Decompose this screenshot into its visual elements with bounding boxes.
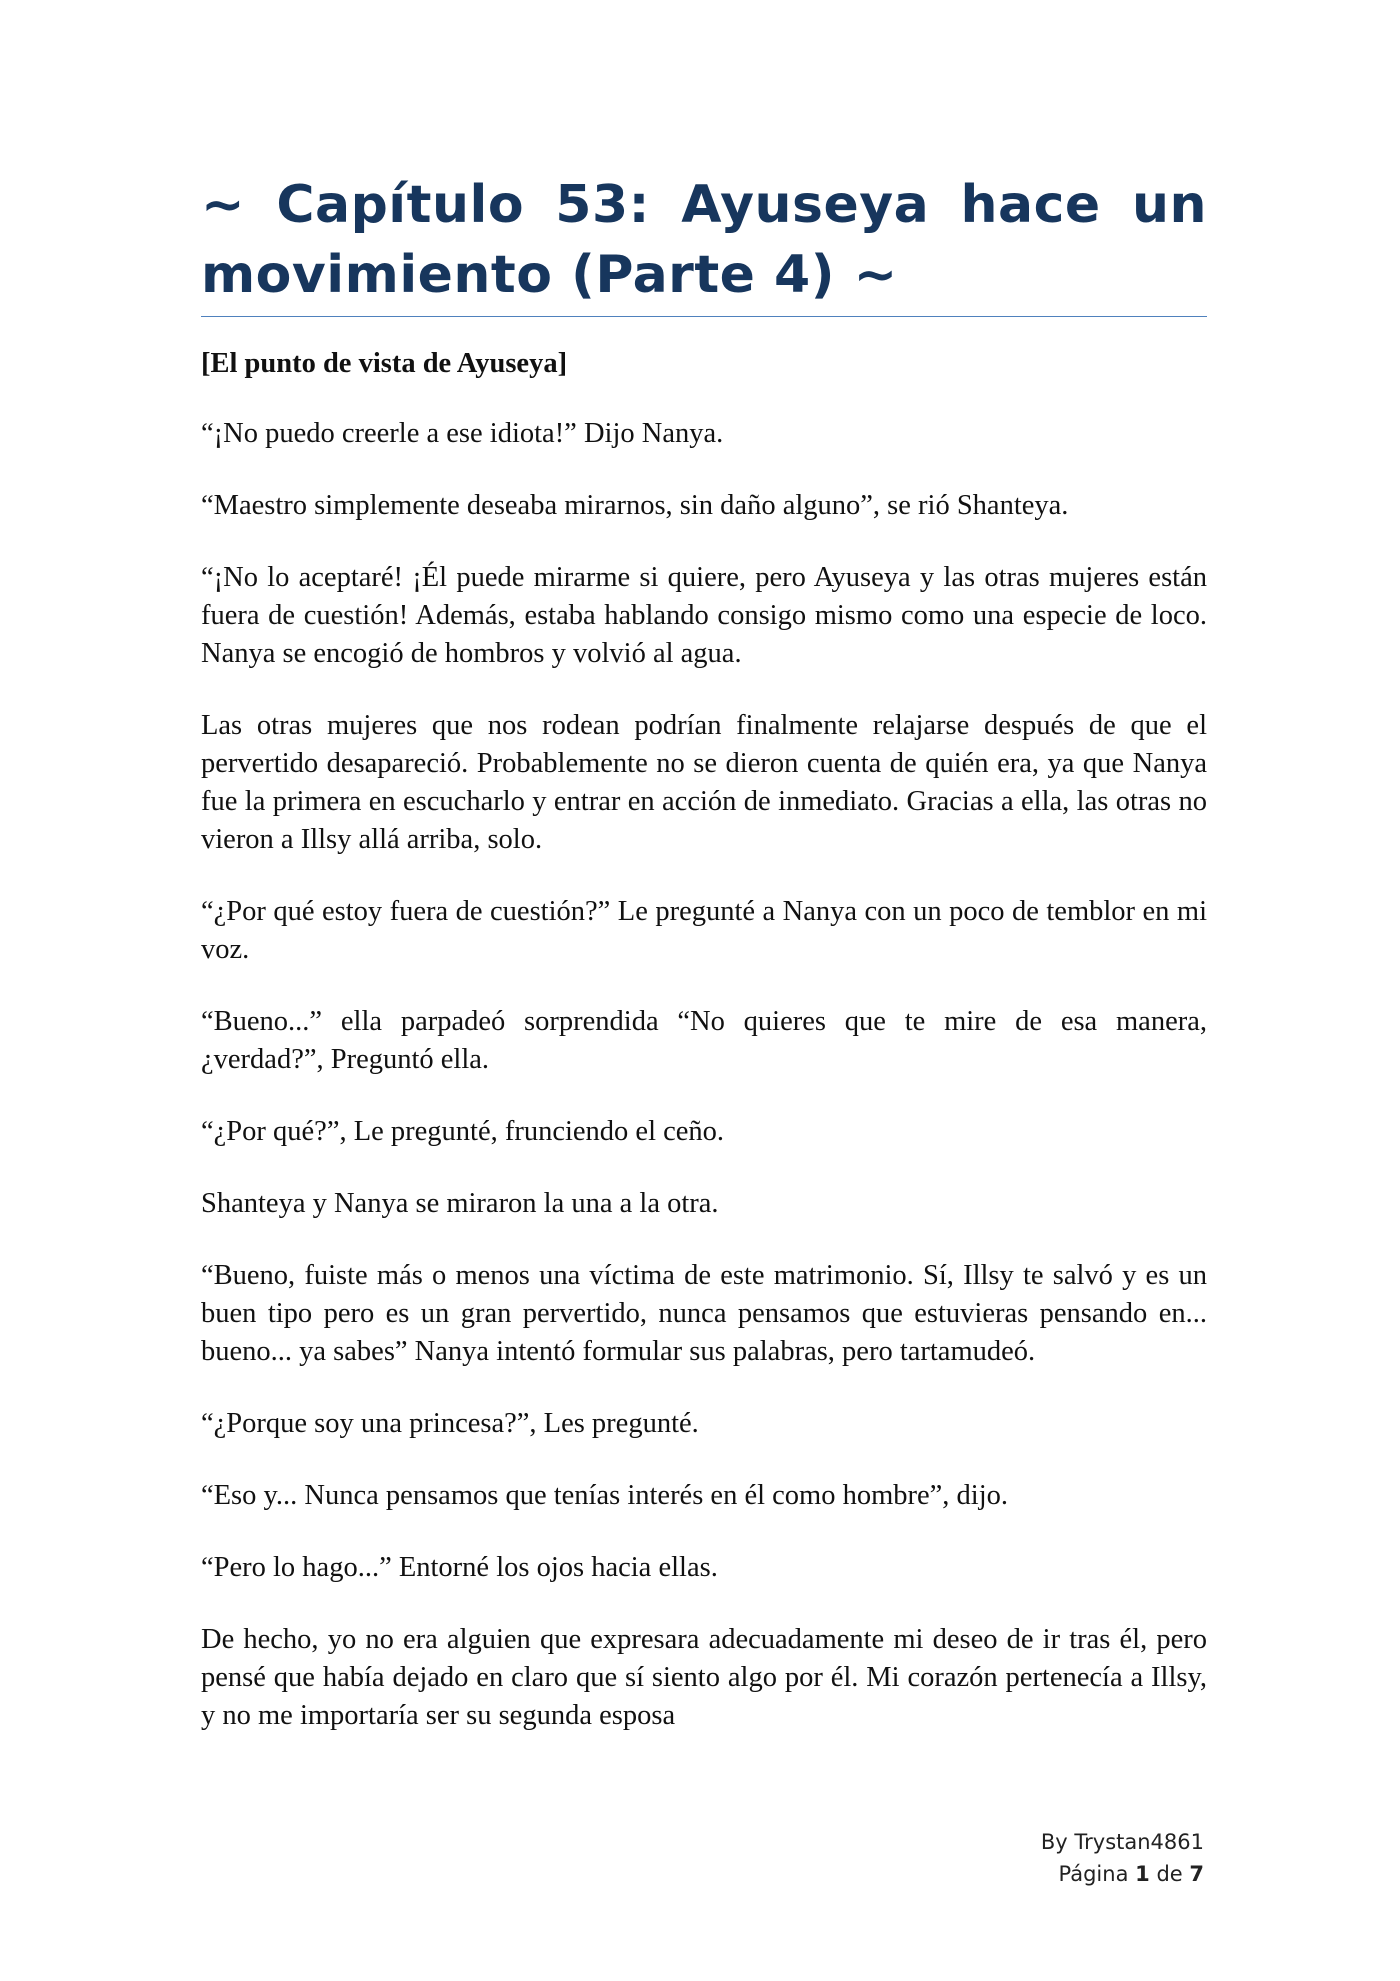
- paragraph: De hecho, yo no era alguien que expresara adecuadamente mi deseo de ir tras él, pero pensé que había dejado en claro que sí siento algo por él. Mi corazón pertenecía a Illsy, y no me importaría ser su segunda esposa: [201, 1624, 1207, 1731]
- paragraph: Shanteya y Nanya se miraron la una a la otra.: [201, 1188, 719, 1219]
- footer-author: By Trystan4861: [1040, 1830, 1204, 1854]
- footer-page-label: Página: [1058, 1862, 1129, 1886]
- chapter-title: ~ Capítulo 53: Ayuseya hace un movimiento (Parte 4) ~: [201, 170, 1207, 317]
- paragraph: “Maestro simplemente deseaba mirarnos, sin daño alguno”, se rió Shanteya.: [201, 490, 1069, 521]
- footer-page-number: 1: [1135, 1862, 1150, 1886]
- paragraph: “¡No puedo creerle a ese idiota!” Dijo Nanya.: [201, 418, 724, 449]
- footer-page-indicator: [1041, 1858, 1204, 1890]
- paragraph: “Bueno, fuiste más o menos una víctima de este matrimonio. Sí, Illsy te salvó y es un buen tipo pero es un gran pervertido, nunca pensamos que estuvieras pensando en... bueno... ya sabes” Nanya intentó formular sus palabras, pero tartamudeó.: [201, 1260, 1207, 1367]
- paragraph: “¿Porque soy una princesa?”, Les pregunté.: [201, 1408, 699, 1439]
- paragraph: “Eso y... Nunca pensamos que tenías interés en él como hombre”, dijo.: [201, 1480, 1009, 1511]
- body-paragraphs: [201, 415, 1207, 1735]
- paragraph: “Pero lo hago...” Entorné los ojos hacia ellas.: [201, 1552, 718, 1583]
- footer-page-total: 7: [1189, 1862, 1204, 1886]
- page-content: [201, 170, 1207, 1735]
- paragraph: Las otras mujeres que nos rodean podrían finalmente relajarse después de que el pervertido desapareció. Probablemente no se dieron cuenta de quién era, ya que Nanya fue la primera en escucharlo y entrar en acción de inmediato. Gracias a ella, las otras no vieron a Illsy allá arriba, solo.: [201, 710, 1207, 855]
- section-heading: [El punto de vista de Ayuseya]: [201, 348, 568, 379]
- paragraph: “¿Por qué?”, Le pregunté, frunciendo el ceño.: [201, 1116, 725, 1147]
- paragraph: “¡No lo aceptaré! ¡Él puede mirarme si quiere, pero Ayuseya y las otras mujeres están fuera de cuestión! Además, estaba hablando consigo mismo como una especie de loco. Nanya se encogió de hombros y volvió al agua.: [201, 562, 1207, 669]
- paragraph: “¿Por qué estoy fuera de cuestión?” Le pregunté a Nanya con un poco de temblor en mi voz.: [201, 896, 1207, 965]
- footer-page-of: de: [1156, 1862, 1183, 1886]
- page-footer: [1041, 1826, 1204, 1890]
- paragraph: “Bueno...” ella parpadeó sorprendida “No quieres que te mire de esa manera, ¿verdad?”, Preguntó ella.: [201, 1006, 1207, 1075]
